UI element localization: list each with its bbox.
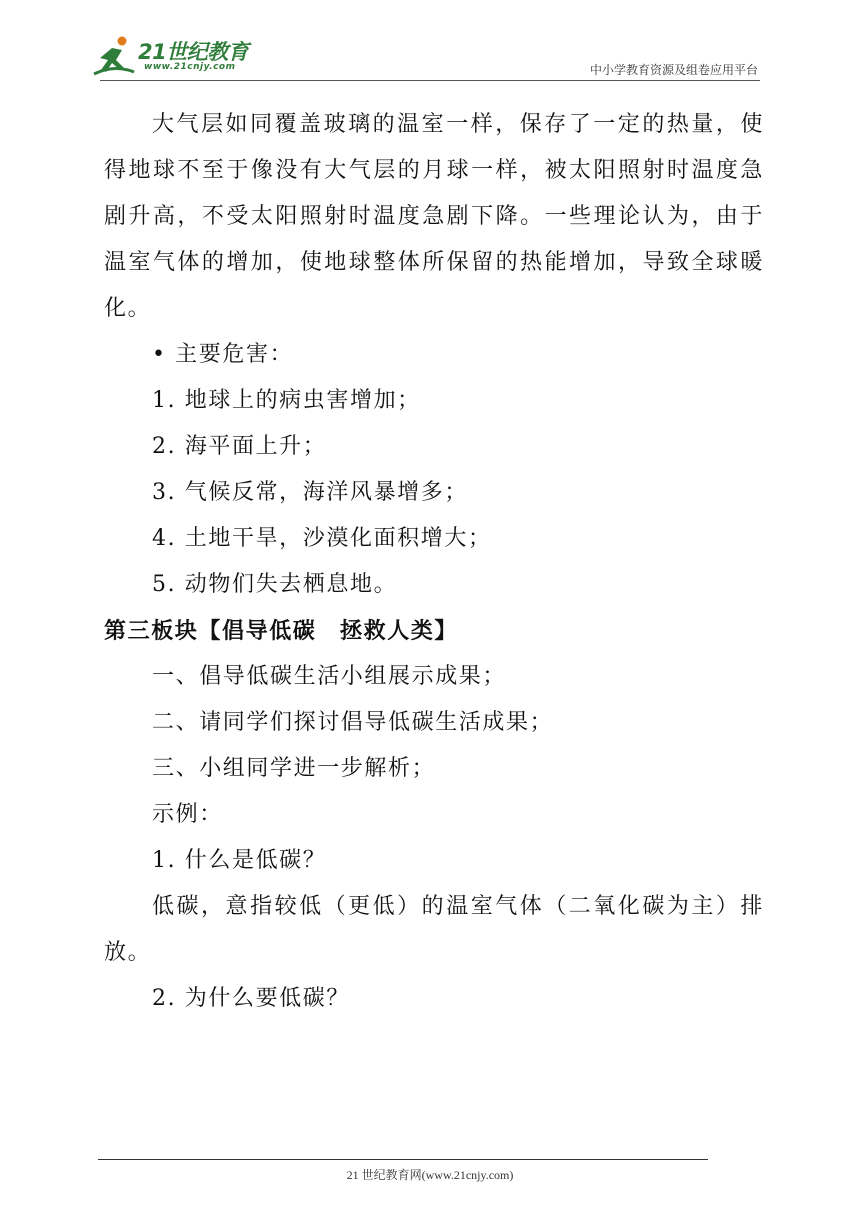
harm-item: 2. 海平面上升； [152,434,327,459]
step-item: 三、小组同学进一步解析； [152,756,436,781]
logo-url: www.21cnjy.com [144,62,236,72]
header-divider [100,80,760,81]
harm-item: 5. 动物们失去栖息地。 [152,572,398,597]
harm-item: 3. 气候反常，海洋风暴增多； [152,480,468,505]
example-label: 示例： [152,802,223,827]
step-item: 一、倡导低碳生活小组展示成果； [152,664,507,689]
step-item: 二、请同学们探讨倡导低碳生活成果； [152,710,554,735]
runner-logo-icon [92,34,136,78]
page-header [0,0,860,90]
logo-title: 21世纪教育 [138,40,249,64]
site-logo[interactable] [92,34,262,78]
answer-1: 低碳，意指较低（更低）的温室气体（二氧化碳为主）排放。 [104,894,764,965]
question-1: 1. 什么是低碳？ [152,848,327,873]
section-heading: 第三板块【倡导低碳 拯救人类】 [104,618,459,644]
harm-heading: • 主要危害： [152,342,294,367]
question-2: 2. 为什么要低碳？ [152,986,350,1011]
document-body [104,102,764,1022]
footer-divider [98,1159,708,1160]
page-footer[interactable]: 21 世纪教育网(www.21cnjy.com) [346,1168,514,1182]
platform-tagline: 中小学教育资源及组卷应用平台 [589,63,758,77]
intro-paragraph: 大气层如同覆盖玻璃的温室一样，保存了一定的热量，使得地球不至于像没有大气层的月球一样，被太阳照射时温度急剧升高，不受太阳照射时温度急剧下降。一些理论认为，由于温室气体的增加，使地球整体所保留的热能增加，导致全球暖化。 [104,112,764,321]
harm-item: 1. 地球上的病虫害增加； [152,388,421,413]
harm-item: 4. 土地干旱，沙漠化面积增大； [152,526,492,551]
